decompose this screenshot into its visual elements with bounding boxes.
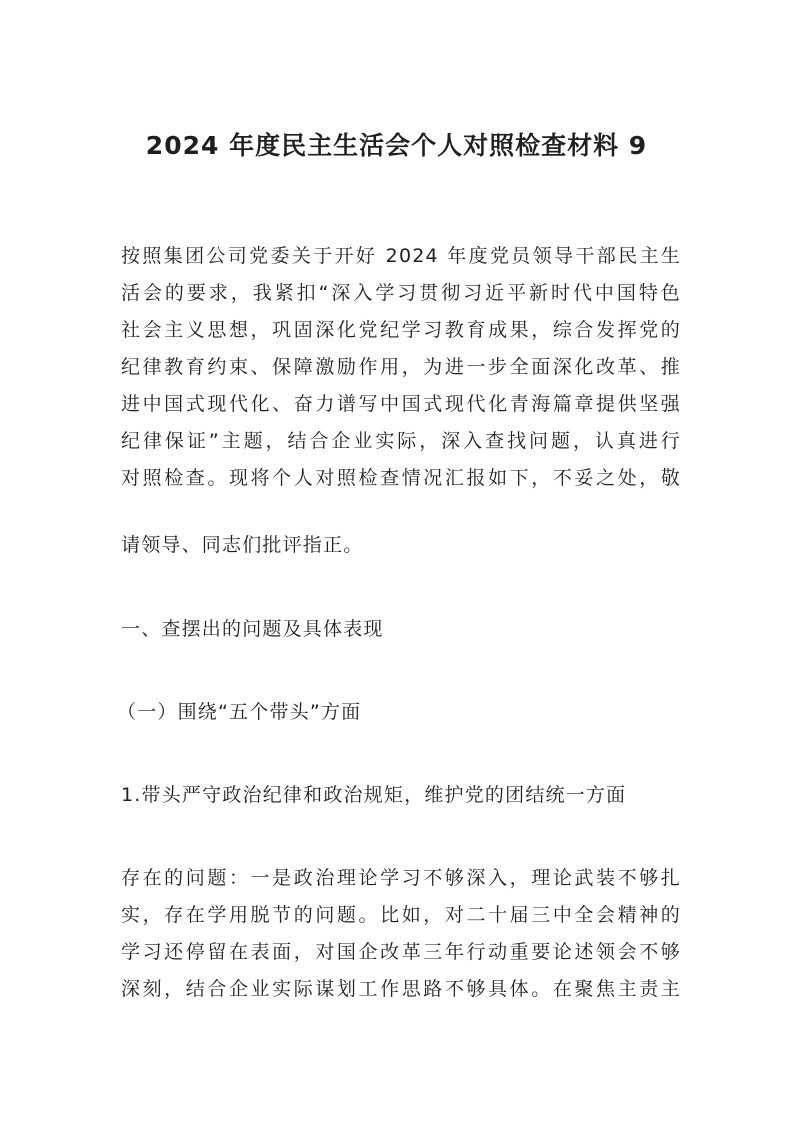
intro-line-6: 纪律保证”主题，结合企业实际，深入查找问题，认真进行 bbox=[121, 430, 681, 452]
intro-line-7: 对照检查。现将个人对照检查情况汇报如下，不妥之处，敬 bbox=[121, 467, 681, 489]
document-title: 2024 年度民主生活会个人对照检查材料 9 bbox=[145, 131, 648, 160]
subsection-heading: （一）围绕“五个带头”方面 bbox=[117, 701, 362, 723]
problem-line-1: 存在的问题：一是政治理论学习不够深入，理论武装不够扎 bbox=[121, 867, 681, 889]
problem-line-2: 实，存在学用脱节的问题。比如，对二十届三中全会精神的 bbox=[121, 904, 681, 926]
intro-line-5: 进中国式现代化、奋力谱写中国式现代化青海篇章提供坚强 bbox=[121, 393, 681, 415]
problem-line-3: 学习还停留在表面，对国企改革三年行动重要论述领会不够 bbox=[121, 941, 681, 963]
item-heading: 1.带头严守政治纪律和政治规矩，维护党的团结统一方面 bbox=[121, 784, 627, 806]
intro-line-3: 社会主义思想，巩固深化党纪学习教育成果，综合发挥党的 bbox=[121, 319, 681, 341]
problem-line-4: 深刻，结合企业实际谋划工作思路不够具体。在聚焦主责主 bbox=[121, 978, 681, 1000]
intro-line-2: 活会的要求，我紧扣“深入学习贯彻习近平新时代中国特色 bbox=[121, 282, 681, 304]
intro-line-1: 按照集团公司党委关于开好 2024 年度党员领导干部民主生 bbox=[121, 245, 681, 267]
intro-line-8: 请领导、同志们批评指正。 bbox=[121, 534, 364, 556]
intro-line-4: 纪律教育约束、保障激励作用，为进一步全面深化改革、推 bbox=[121, 356, 681, 378]
section-heading: 一、查摆出的问题及具体表现 bbox=[121, 618, 384, 640]
